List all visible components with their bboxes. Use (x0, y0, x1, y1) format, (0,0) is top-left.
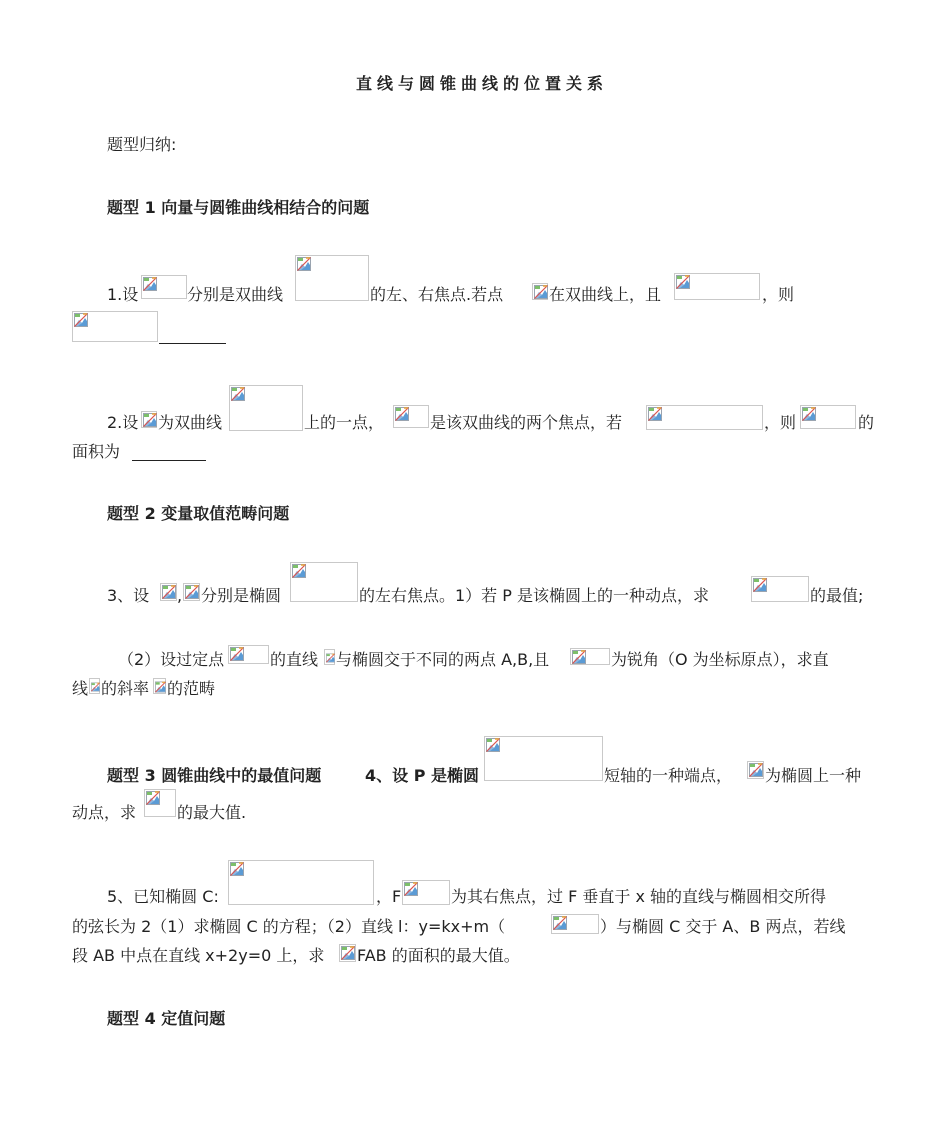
section-heading-3: 题型 3 圆锥曲线中的最值问题 (107, 766, 322, 785)
formula-image (183, 583, 200, 601)
formula-image (228, 860, 374, 905)
q4-text-b: 短轴的一种端点， (604, 766, 733, 785)
formula-image (747, 761, 764, 779)
q1-text-b: 分别是双曲线 (187, 285, 284, 304)
q3-text-c: 分别是椭圆 (201, 586, 282, 605)
broken-image-icon (292, 564, 306, 578)
q3-text-j: 线 (72, 679, 89, 698)
broken-image-icon (231, 387, 245, 401)
formula-image (324, 649, 335, 665)
formula-image (89, 678, 100, 694)
formula-image (72, 311, 158, 342)
broken-image-icon (143, 413, 157, 427)
q2-text-f: 的 (858, 413, 875, 432)
section-heading-2: 题型 2 变量取值范畴问题 (107, 504, 290, 523)
formula-image (532, 283, 548, 300)
broken-image-icon (486, 738, 500, 752)
q2-text-a: 2.设 (107, 413, 139, 432)
q4-text-c: 为椭圆上一种 (765, 766, 862, 785)
broken-image-icon (326, 651, 335, 665)
broken-image-icon (162, 585, 176, 599)
q3-text-i: 为锐角（O 为坐标原点），求直 (611, 650, 829, 669)
formula-image (402, 880, 450, 905)
broken-image-icon (648, 407, 662, 421)
broken-image-icon (553, 916, 567, 930)
formula-image (551, 914, 599, 934)
q1-text-e: ，则 (762, 285, 795, 304)
formula-image (393, 405, 429, 428)
q1-text-a: 1.设 (107, 285, 139, 304)
formula-image (141, 411, 157, 428)
broken-image-icon (572, 650, 586, 664)
q4-text-e: 的最大值. (177, 803, 247, 822)
q5-text-e: ）与椭圆 C 交于 A、B 两点，若线 (600, 917, 846, 936)
page-title: 直线与圆锥曲线的位置关系 (356, 74, 609, 93)
q3-text-l: 的范畴 (167, 679, 216, 698)
q2-text-d: 是该双曲线的两个焦点，若 (430, 413, 623, 432)
q5-text-d: 的弦长为 2（1）求椭圆 C 的方程；（2）直线 l：y=kx+m（ (72, 917, 506, 936)
answer-blank (132, 460, 206, 461)
formula-image (228, 645, 269, 664)
intro-text: 题型归纳: (107, 135, 177, 154)
broken-image-icon (91, 680, 100, 694)
q3-text-k: 的斜率 (101, 679, 150, 698)
broken-image-icon (534, 285, 548, 299)
formula-image (141, 275, 187, 299)
q4-text-d: 动点，求 (72, 803, 137, 822)
q5-text-f: 段 AB 中点在直线 x+2y=0 上，求 (72, 946, 325, 965)
q5-text-a: 5、已知椭圆 C: (107, 887, 219, 906)
section-heading-1: 题型 1 向量与圆锥曲线相结合的问题 (107, 198, 370, 217)
broken-image-icon (155, 680, 166, 694)
formula-image (295, 255, 369, 301)
answer-blank (159, 343, 226, 344)
q2-text-c: 上的一点， (304, 413, 385, 432)
q3-text-b: , (177, 586, 183, 605)
broken-image-icon (749, 763, 763, 777)
formula-image (290, 562, 358, 602)
q3-text-a: 3、设 (107, 586, 150, 605)
q2-text-g: 面积为 (72, 442, 121, 461)
q3-text-d: 的左右焦点。1）若 P 是该椭圆上的一种动点，求 (359, 586, 710, 605)
broken-image-icon (676, 275, 690, 289)
q4-text-a: 4、设 P 是椭圆 (365, 766, 480, 785)
broken-image-icon (74, 313, 88, 327)
formula-image (674, 273, 760, 300)
q5-text-g: FAB 的面积的最大值。 (357, 946, 520, 965)
q2-text-b: 为双曲线 (158, 413, 223, 432)
formula-image (229, 385, 303, 431)
broken-image-icon (146, 791, 160, 805)
q5-text-b: ，F (376, 887, 402, 906)
broken-image-icon (753, 578, 767, 592)
broken-image-icon (802, 407, 816, 421)
q2-text-e: ，则 (764, 413, 797, 432)
formula-image (153, 678, 166, 694)
formula-image (646, 405, 763, 430)
broken-image-icon (395, 407, 409, 421)
formula-image (160, 583, 177, 601)
broken-image-icon (404, 882, 418, 896)
q1-text-c: 的左、右焦点.若点 (370, 285, 504, 304)
broken-image-icon (230, 862, 244, 876)
formula-image (339, 944, 356, 962)
formula-image (484, 736, 603, 781)
formula-image (144, 789, 176, 817)
q5-text-c: 为其右焦点，过 F 垂直于 x 轴的直线与椭圆相交所得 (451, 887, 827, 906)
q1-text-d: 在双曲线上，且 (549, 285, 662, 304)
q3-text-f: （2）设过定点 (118, 650, 225, 669)
q3-text-e: 的最值; (810, 586, 864, 605)
broken-image-icon (341, 946, 355, 960)
q3-text-h: 与椭圆交于不同的两点 A,B,且 (336, 650, 550, 669)
q3-text-g: 的直线 (270, 650, 319, 669)
broken-image-icon (185, 585, 199, 599)
section-heading-4: 题型 4 定值问题 (107, 1009, 226, 1028)
broken-image-icon (230, 647, 244, 661)
formula-image (570, 648, 610, 665)
broken-image-icon (297, 257, 311, 271)
broken-image-icon (143, 277, 157, 291)
formula-image (751, 576, 809, 602)
formula-image (800, 405, 856, 429)
